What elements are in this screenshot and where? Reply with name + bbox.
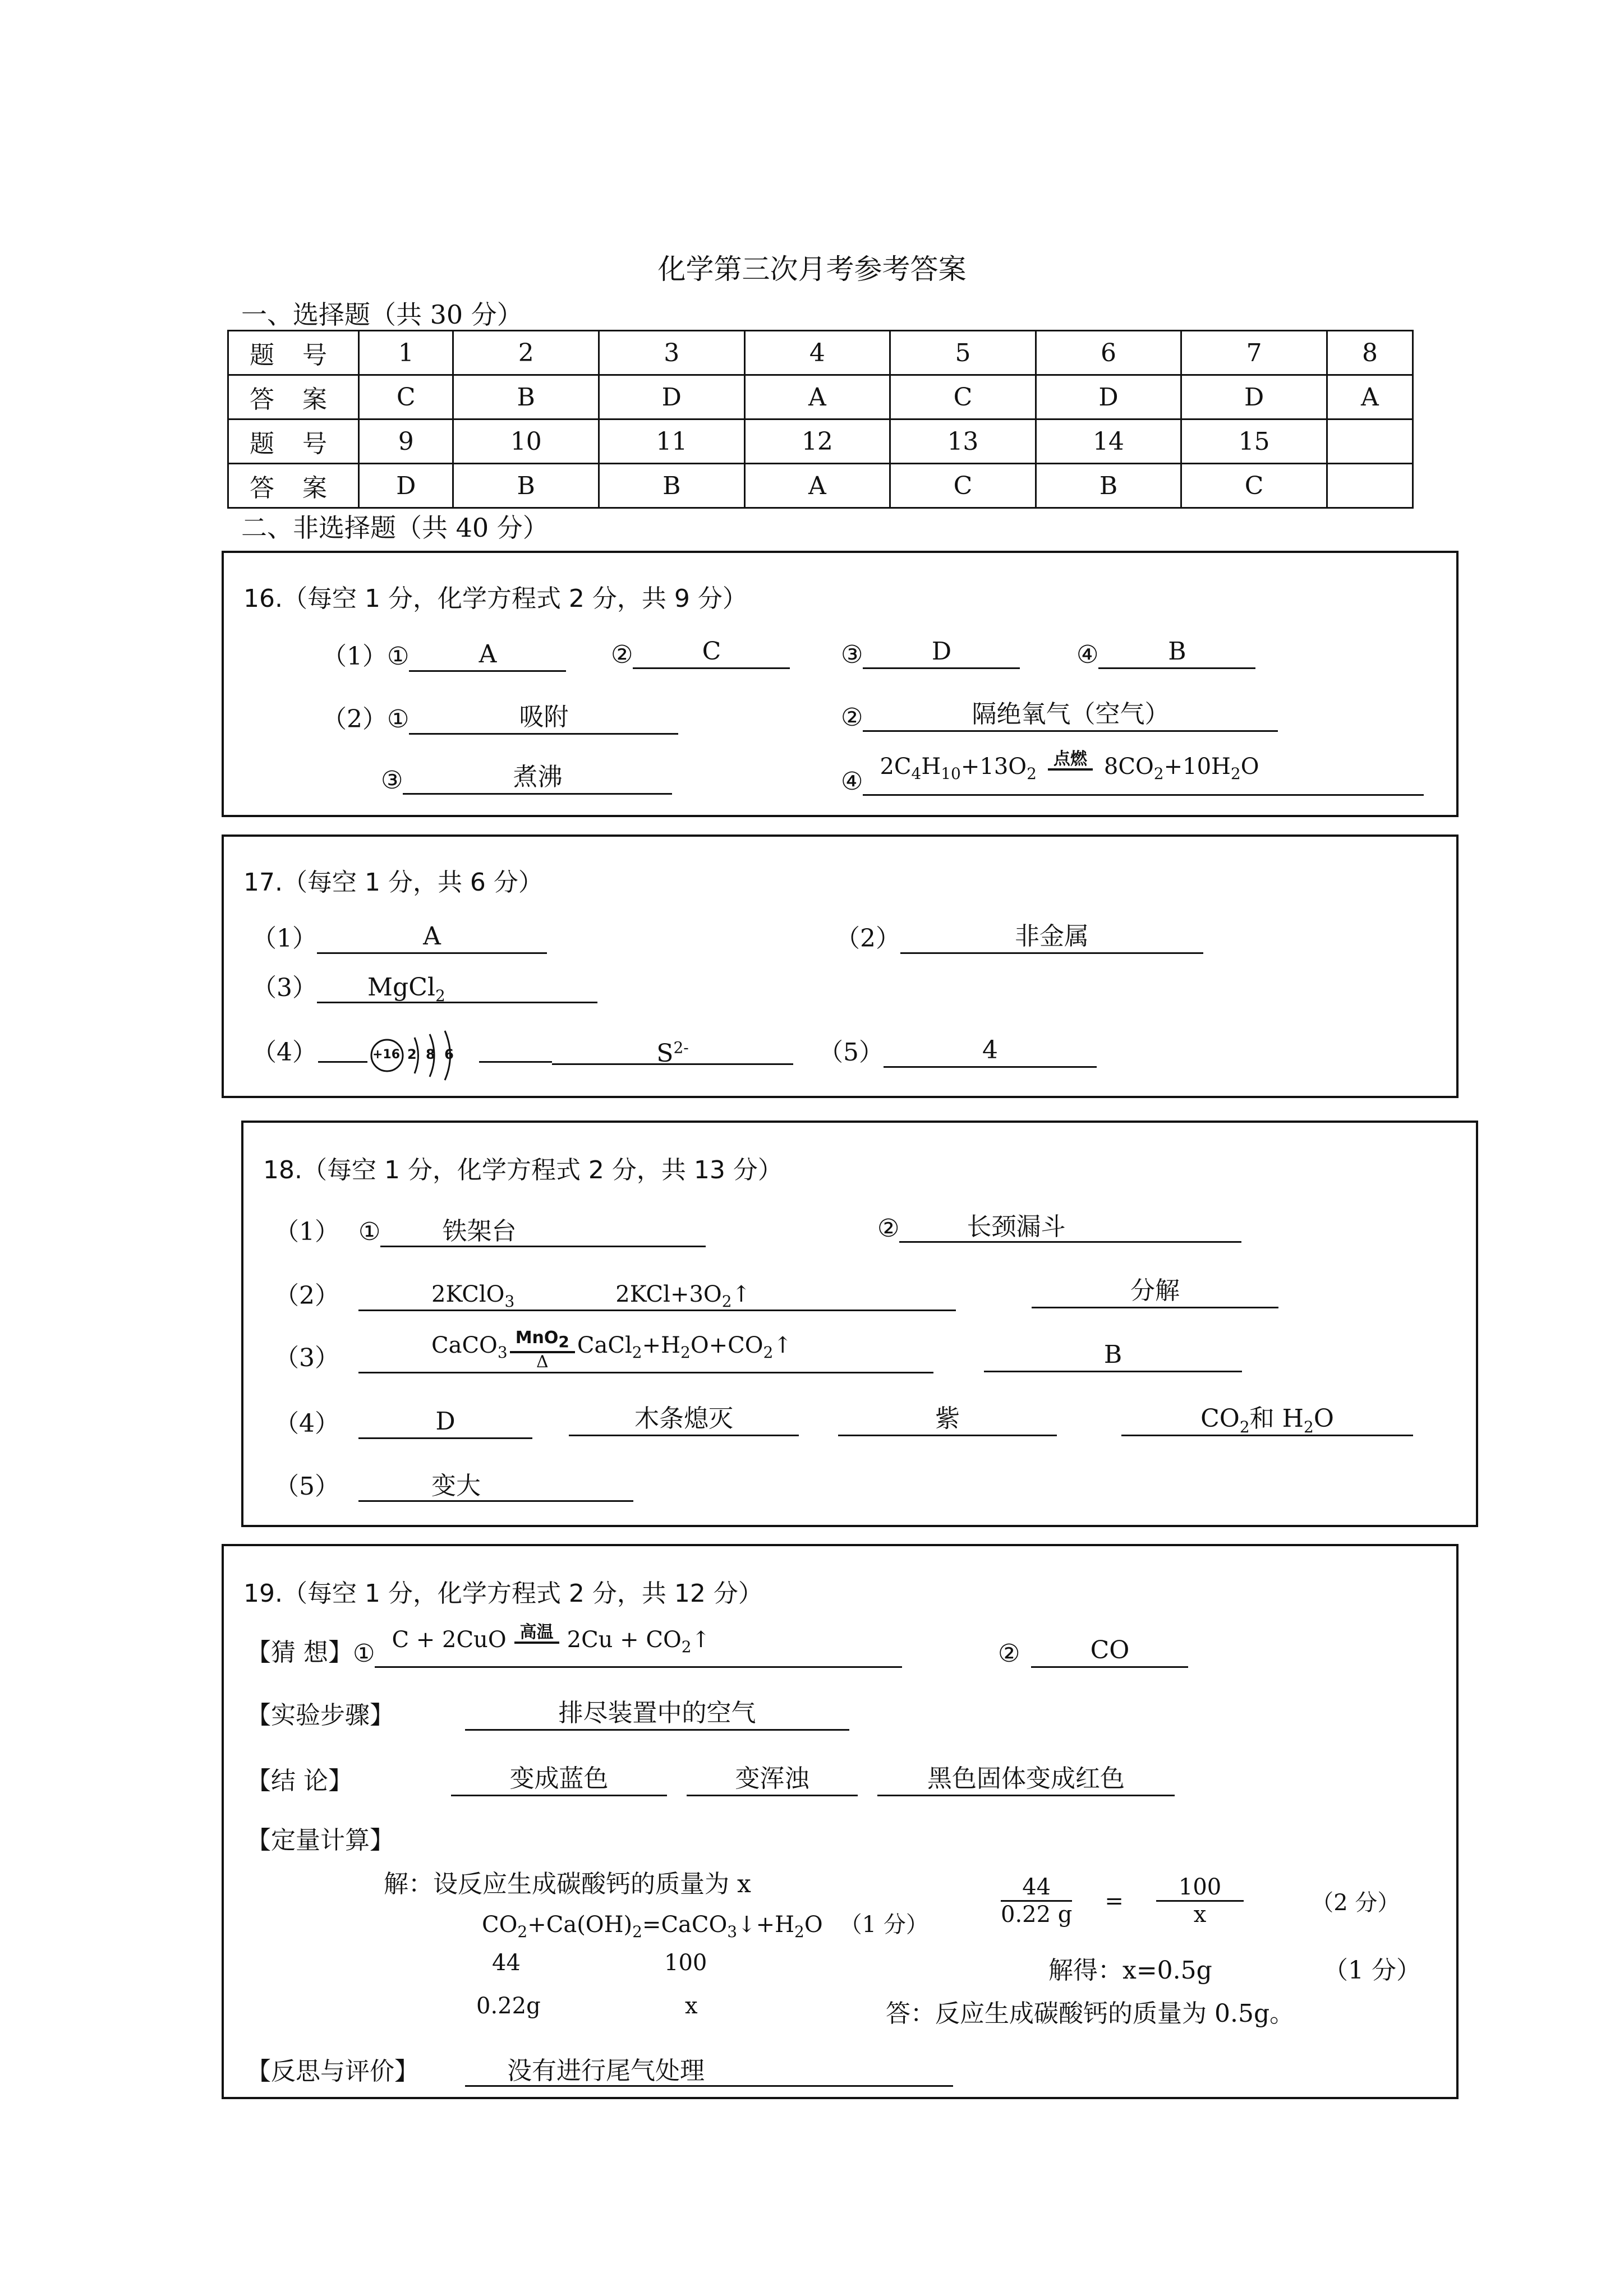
answer-cell: A — [744, 464, 890, 508]
answer-blank: B — [984, 1339, 1242, 1372]
guess-label: 【猜 想】 — [246, 1638, 353, 1667]
question-19-box — [222, 1544, 1459, 2099]
part-label: （3） — [252, 974, 317, 1002]
q16-part2-2 — [841, 699, 1278, 732]
answer-blank — [552, 1032, 793, 1068]
sulfur-atom-structure-diagram — [367, 1012, 479, 1096]
question-number: 10 — [453, 419, 599, 464]
page-title: 化学第三次月考参考答案 — [657, 253, 967, 285]
answer-cell: C — [890, 375, 1036, 419]
table-row — [228, 331, 1413, 375]
answer-blank: 非金属 — [900, 921, 1203, 954]
points: （2 分） — [1311, 1890, 1400, 1916]
section-nonchoice-heading: 二、非选择题（共 40 分） — [241, 513, 549, 543]
answer-blank: 变成蓝色 — [451, 1763, 667, 1796]
calc-equation — [482, 1907, 928, 1941]
q18-part1 — [274, 1211, 706, 1247]
points: （1 分） — [1323, 1956, 1421, 1985]
answer-blank: 变大 — [358, 1470, 633, 1502]
question-number — [1327, 419, 1413, 464]
answer-blank: 分解 — [1032, 1275, 1278, 1308]
conclusion-label: 【结 论】 — [246, 1767, 353, 1795]
q17-part1 — [252, 918, 547, 954]
q18-part2 — [274, 1275, 956, 1311]
molar-mass-co2: 44 — [492, 1950, 521, 1976]
answer-cell: B — [599, 464, 745, 508]
answer-blank: C — [633, 636, 790, 669]
equation-left: $2C_4H_{10}+13O_2$ — [880, 754, 1037, 783]
question-18-heading: 18.（每空 1 分，化学方程式 2 分，共 13 分） — [263, 1156, 783, 1184]
circle-number: ② — [841, 703, 863, 732]
question-number: 5 — [890, 331, 1036, 375]
part-label: （5） — [818, 1038, 884, 1067]
q18-part4-2 — [569, 1403, 799, 1436]
question-number: 13 — [890, 419, 1036, 464]
circle-number: ① — [387, 705, 410, 734]
question-17-heading: 17.（每空 1 分，共 6 分） — [243, 868, 543, 897]
answer-blank: 没有进行尾气处理 — [465, 2055, 953, 2087]
condition-arrow — [1048, 750, 1093, 789]
part-label: （4） — [274, 1409, 339, 1438]
answer-blank: 吸附 — [409, 702, 678, 735]
answer-blank: A — [409, 639, 566, 672]
q18-part3 — [274, 1329, 933, 1373]
part-label: （1） — [274, 1218, 339, 1246]
answer-blank: 变浑浊 — [687, 1763, 858, 1796]
q18-part4 — [274, 1403, 532, 1439]
solve-result: 解得：x=0.5g — [1048, 1956, 1212, 1985]
equation-left: 2KClO$_3$ — [431, 1281, 515, 1311]
answer-blank: 4 — [884, 1035, 1097, 1068]
answer-blank: 长颈漏斗 — [899, 1211, 1241, 1243]
answer-blank: 木条熄灭 — [569, 1403, 799, 1436]
q19-reflect — [246, 2051, 953, 2087]
question-number: 11 — [599, 419, 745, 464]
answer-blank-underline — [479, 1061, 552, 1063]
table-row — [228, 464, 1413, 508]
part-label: （3） — [274, 1344, 339, 1372]
question-number: 4 — [744, 331, 890, 375]
condition-heat: Δ — [536, 1352, 549, 1372]
condition-arrow — [510, 1329, 575, 1371]
circle-number: ② — [611, 640, 633, 669]
answer-blank: CO — [1031, 1635, 1188, 1668]
equation-right: $CaCl_2+H_2O+CO_2↑$ — [577, 1333, 792, 1362]
equation-left: C + 2CuO — [392, 1627, 507, 1653]
answer-cell: A — [1327, 375, 1413, 419]
equation-right: $2Cu + CO_2↑$ — [567, 1627, 711, 1656]
part-label: （1） — [322, 642, 387, 671]
question-number: 3 — [599, 331, 745, 375]
q18-part4-3 — [838, 1403, 1057, 1436]
reaction-equation: $CO_2+Ca(OH)_2=CaCO_3↓+H_2O$ — [482, 1912, 823, 1941]
circle-number: ① — [358, 1218, 381, 1246]
equation-blank — [358, 1278, 956, 1311]
q18-part4-4 — [1121, 1403, 1413, 1436]
answer-blank-underline — [318, 1061, 367, 1063]
denominator: x — [1193, 1902, 1207, 1928]
equation-blank — [863, 750, 1424, 796]
answer-cell: B — [453, 375, 599, 419]
mass-co2: 0.22g — [476, 1993, 541, 2019]
fraction-left — [1001, 1874, 1072, 1928]
final-answer: 答：反应生成碳酸钙的质量为 0.5g。 — [886, 1999, 1295, 2028]
answer-blank: D — [358, 1406, 532, 1439]
question-number: 15 — [1181, 419, 1327, 464]
mass-x: x — [685, 1993, 698, 2019]
q18-part3-device — [984, 1339, 1242, 1372]
condition-arrow — [514, 1624, 559, 1662]
answer-cell: D — [359, 464, 453, 508]
q19-steps — [246, 1695, 849, 1731]
row-label: 题 号 — [228, 331, 359, 375]
question-number: 14 — [1036, 419, 1181, 464]
circle-number: ③ — [841, 640, 863, 669]
question-number: 6 — [1036, 331, 1181, 375]
answer-blank: A — [317, 921, 547, 954]
calc-label: 【定量计算】 — [246, 1826, 394, 1855]
row-label: 答 案 — [228, 375, 359, 419]
numerator: 44 — [1001, 1874, 1072, 1902]
answer-cell: C — [890, 464, 1036, 508]
molar-mass-caco3: 100 — [664, 1950, 707, 1976]
q17-part4-label: （4） — [252, 1038, 317, 1067]
question-number: 2 — [453, 331, 599, 375]
equals-sign: = — [1105, 1888, 1124, 1914]
answer-blank: 铁架台 — [380, 1216, 706, 1247]
q19-guess-2 — [998, 1635, 1188, 1668]
answer-cell: D — [599, 375, 745, 419]
answer-cell: D — [1181, 375, 1327, 419]
equation-left: CaCO$_3$ — [431, 1333, 508, 1362]
circle-number: ① — [387, 642, 410, 671]
proportion — [1001, 1874, 1400, 1928]
circle-number: ④ — [1076, 640, 1099, 669]
question-number: 8 — [1327, 331, 1413, 375]
table-row — [228, 419, 1413, 464]
circle-number: ④ — [841, 767, 863, 796]
equation-right: $8CO_2+10H_2O$ — [1103, 754, 1259, 783]
row-label: 题 号 — [228, 419, 359, 464]
choice-answer-table — [227, 330, 1414, 509]
answer-cell — [1327, 464, 1413, 508]
section-choice-heading: 一、选择题（共 30 分） — [241, 299, 523, 330]
row-label: 答 案 — [228, 464, 359, 508]
q16-part1-3 — [841, 636, 1020, 669]
question-number: 12 — [744, 419, 890, 464]
answer-cell: D — [1036, 375, 1181, 419]
q18-part5 — [274, 1466, 633, 1502]
q18-part1-2 — [877, 1211, 1241, 1243]
question-number: 7 — [1181, 331, 1327, 375]
answer-cell: C — [1181, 464, 1327, 508]
part-label: （5） — [274, 1472, 339, 1501]
ion-symbol: $S^{2-}$ — [656, 1038, 689, 1068]
answer-cell: B — [453, 464, 599, 508]
table-row — [228, 375, 1413, 419]
steps-label: 【实验步骤】 — [246, 1701, 394, 1730]
question-16-heading: 16.（每空 1 分，化学方程式 2 分，共 9 分） — [243, 584, 747, 613]
condition-text: 点燃 — [1048, 750, 1093, 771]
question-17-box — [222, 835, 1459, 1098]
answer-cell: A — [744, 375, 890, 419]
answer-blank: 黑色固体变成红色 — [877, 1763, 1175, 1796]
circle-number: ③ — [381, 766, 403, 795]
points: （1 分） — [839, 1912, 928, 1938]
circle-number: ② — [877, 1214, 900, 1243]
answer-blank: 紫 — [838, 1403, 1057, 1436]
answer-blank: D — [863, 636, 1020, 669]
question-16-box — [222, 551, 1459, 817]
answer-blank: MgCl$_2$ — [317, 972, 597, 1003]
fraction-right — [1156, 1874, 1244, 1928]
circle-number: ② — [998, 1639, 1020, 1668]
q17-part3 — [252, 967, 597, 1003]
q16-equation — [841, 750, 1424, 796]
part-label: （2） — [274, 1281, 339, 1310]
part-label: （2） — [322, 705, 387, 734]
q16-part1-4 — [1076, 636, 1255, 669]
answer-blank: 排尽装置中的空气 — [465, 1698, 849, 1731]
calc-let-x: 解：设反应生成碳酸钙的质量为 x — [384, 1870, 751, 1898]
q17-part2 — [835, 918, 1203, 954]
q16-part1-2 — [611, 636, 790, 669]
part-label: （1） — [252, 924, 317, 953]
q16-part2-3 — [381, 762, 672, 795]
electron-shells: 2 8 6 — [407, 1046, 456, 1062]
question-18-box — [241, 1121, 1478, 1527]
equation-right: $2KCl+3O_2↑$ — [615, 1281, 751, 1311]
answer-blank: $CO_2$和 $H_2O$ — [1121, 1403, 1413, 1436]
q18-part2-type — [1032, 1275, 1278, 1308]
question-number: 1 — [359, 331, 453, 375]
nucleus-charge: +16 — [372, 1048, 401, 1062]
condition-text: 高温 — [514, 1624, 559, 1644]
q16-part1 — [322, 636, 566, 672]
equation-blank — [358, 1329, 933, 1373]
answer-blank: B — [1098, 636, 1255, 669]
q17-part4-ion — [552, 1032, 793, 1068]
q16-part2 — [322, 699, 678, 735]
q19-guess — [246, 1624, 902, 1668]
question-number: 9 — [359, 419, 453, 464]
condition-text: MnO$_2$ — [510, 1329, 575, 1353]
answer-cell: B — [1036, 464, 1181, 508]
answer-cell: C — [359, 375, 453, 419]
answer-blank: 煮沸 — [403, 762, 672, 795]
q17-part5 — [818, 1032, 1097, 1068]
equation-blank — [375, 1624, 902, 1668]
q19-conclusion — [246, 1760, 1175, 1796]
circle-number: ① — [353, 1639, 375, 1668]
numerator: 100 — [1156, 1874, 1244, 1902]
denominator: 0.22 g — [1001, 1902, 1073, 1928]
part-label: （2） — [835, 924, 900, 953]
answer-blank: 隔绝氧气（空气） — [863, 699, 1278, 732]
question-19-heading: 19.（每空 1 分，化学方程式 2 分，共 12 分） — [243, 1579, 763, 1608]
reflect-label: 【反思与评价】 — [246, 2057, 419, 2086]
